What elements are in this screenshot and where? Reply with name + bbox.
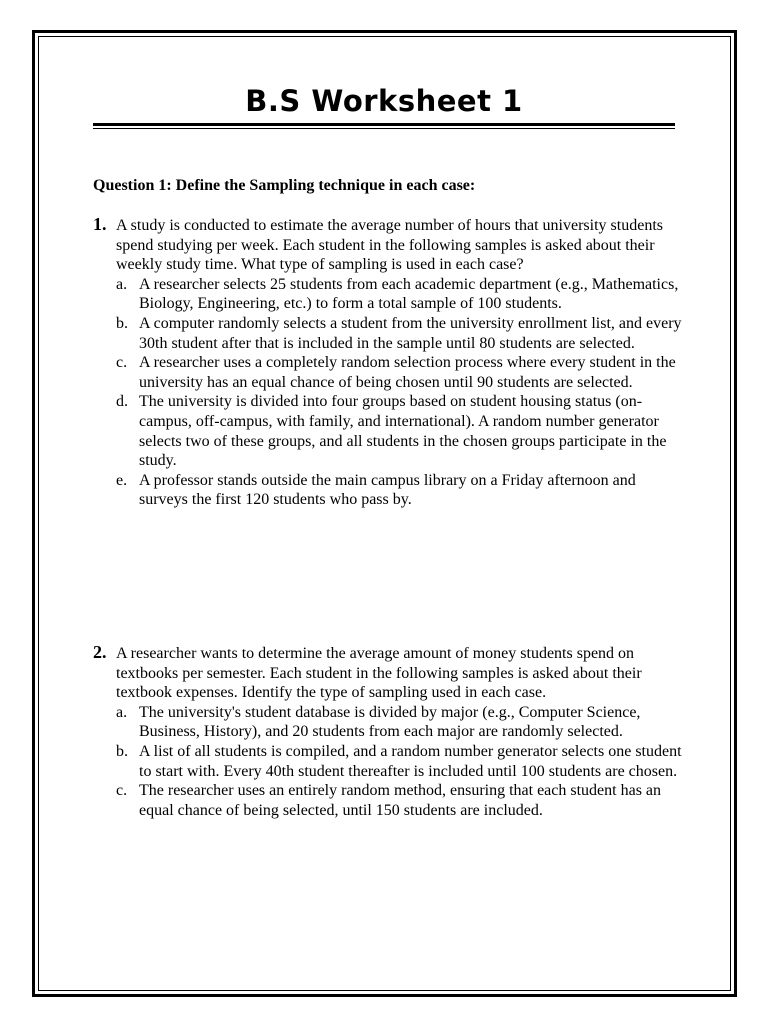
sub-question-letter: e. (116, 471, 128, 489)
sub-question-text: The university is divided into four groups based on student housing status (on-campus, off-campus, with family, and international). A random number generator selects two of these groups, and all students in the chosen groups participate in the study. (139, 393, 667, 470)
question-number: 2. (93, 642, 107, 662)
question-2 (93, 644, 683, 820)
sub-question (93, 781, 683, 820)
sub-question-text: A professor stands outside the main campus library on a Friday afternoon and surveys the first 120 students who pass by. (139, 471, 636, 509)
question-1 (93, 216, 683, 510)
question-heading: Question 1: Define the Sampling technique in each case: (93, 177, 476, 194)
question-text: A study is conducted to estimate the average number of hours that university students spend studying per week. Each student in the following samples is asked about their weekly study time. What type of sampling is used in each case? (116, 217, 663, 274)
sub-question-text: A researcher uses a completely random selection process where every student in the university has an equal chance of being chosen until 90 students are selected. (139, 354, 676, 391)
sub-question-letter: a. (116, 703, 128, 721)
sub-question (93, 275, 683, 314)
sub-question-letter: c. (116, 782, 128, 800)
sub-question-list (93, 275, 683, 510)
page-title: B.S Worksheet 1 (245, 84, 523, 118)
sub-question-text: A researcher selects 25 students from each academic department (e.g., Mathematics, Biology, Engineering, etc.) to form a total sample of 100 students. (139, 275, 679, 313)
sub-question (93, 742, 683, 781)
sub-question-text: The university's student database is divided by major (e.g., Computer Science, Business, History), and 20 students from each major are randomly selected. (139, 703, 641, 741)
sub-question-letter: b. (116, 742, 128, 760)
sub-question-letter: d. (116, 393, 128, 411)
sub-question (93, 471, 683, 510)
sub-question-text: The researcher uses an entirely random method, ensuring that each student has an equal chance of being selected, until 150 students are included. (139, 782, 662, 819)
sub-question (93, 314, 683, 353)
sub-question (93, 353, 683, 392)
title-underline-thin (93, 128, 675, 129)
sub-question (93, 392, 683, 470)
sub-question (93, 703, 683, 742)
sub-question-letter: a. (116, 275, 128, 293)
sub-question-text: A computer randomly selects a student from the university enrollment list, and every 30th student after that is included in the sample until 80 students are selected. (139, 314, 682, 352)
title-underline (93, 123, 675, 126)
sub-question-text: A list of all students is compiled, and a random number generator selects one student to start with. Every 40th student thereafter is included until 100 students are chosen. (139, 742, 682, 780)
sub-question-letter: b. (116, 314, 128, 332)
sub-question-list (93, 703, 683, 821)
sub-question-letter: c. (116, 354, 128, 372)
question-text: A researcher wants to determine the average amount of money students spend on textbooks per semester. Each student in the following samples is asked about their textbook expenses. Identify the type of sampling used in each case. (116, 645, 642, 702)
question-number: 1. (93, 214, 107, 234)
